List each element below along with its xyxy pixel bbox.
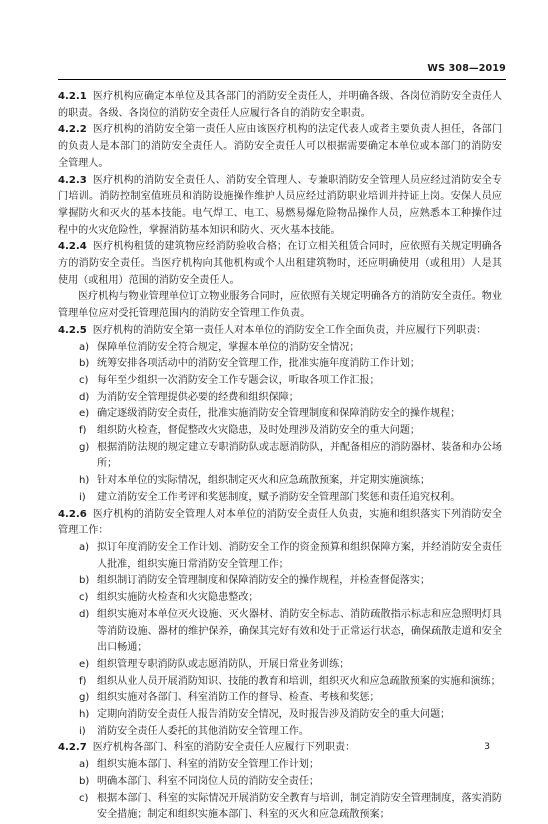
- list-marker: h): [79, 709, 90, 721]
- list-item-text: 组织实施对本单位灭火设施、灭火器材、消防安全标志、消防疏散指示标志和应急照明灯具等消防设施、器材的维护保养，确保其完好有效和处于正常运行状态，确保疏散走道和安全出口畅通；: [97, 608, 502, 654]
- list-item: [58, 440, 502, 473]
- list-marker: c): [79, 792, 89, 804]
- list-item: [58, 356, 502, 373]
- list-item: [58, 724, 502, 741]
- clause-number: 4.2.2: [58, 124, 87, 136]
- clause-number: 4.2.1: [58, 91, 87, 102]
- clause-paragraph: [58, 173, 502, 240]
- clause-paragraph: [58, 122, 502, 172]
- clause-text: 医疗机构的消防安全责任人、消防安全管理人、专兼职消防安全管理人员应经过消防安全专门培训。消防控制室值班员和消防设施操作维护人员应经过消防职业培训并持证上岗。安保人员应掌握防火和灭火的基本技能。电气焊工、电工、易燃易爆危险物品操作人员，应熟悉本工种操作过程中的火灾危险性，掌握消防基本知识和防火、灭火基本技能。: [58, 174, 502, 236]
- list-item: [58, 373, 502, 390]
- list-item: [58, 573, 502, 590]
- list-item-text: 为消防安全管理提供必要的经费和组织保障；: [97, 391, 299, 403]
- list-marker: c): [79, 592, 89, 604]
- clause-number: 4.2.5: [58, 324, 87, 336]
- list-item: [58, 490, 502, 507]
- list-item: [58, 423, 502, 440]
- clause-paragraph: [58, 323, 502, 340]
- clause-text: 医疗机构的消防安全第一责任人应由该医疗机构的法定代表人或者主要负责人担任，各部门的负责人是本部门的消防安全责任人。消防安全责任人可以根据需要确定本单位或本部门的消防安全管理人。: [58, 124, 502, 169]
- list-item: [58, 657, 502, 674]
- clause-paragraph: [58, 89, 502, 122]
- list-marker: g): [79, 441, 90, 453]
- list-marker: h): [79, 475, 90, 487]
- standard-code: WS 308—2019: [427, 63, 506, 74]
- header-rule: [58, 79, 506, 80]
- list-item: [58, 757, 502, 774]
- page-number: 3: [484, 742, 490, 752]
- clause-paragraph: [58, 507, 502, 540]
- list-item: [58, 774, 502, 791]
- list-item-text: 每年至少组织一次消防安全工作专题会议，听取各项工作汇报；: [97, 374, 380, 386]
- list-item: [58, 540, 502, 573]
- clause-paragraph: [58, 740, 502, 757]
- list-item: [58, 406, 502, 423]
- list-item: [58, 390, 502, 407]
- clause-text: 医疗机构租赁的建筑物应经消防验收合格；在订立相关租赁合同时，应依照有关规定明确各方的消防安全责任。当医疗机构向其他机构或个人出租建筑物时，还应明确使用（或租用）人是其使用（或租用）范围的消防安全责任人。: [58, 241, 502, 286]
- list-item-text: 建立消防安全工作考评和奖惩制度，赋予消防安全管理部门奖惩和责任追究权利。: [97, 491, 461, 503]
- list-marker: c): [79, 374, 89, 386]
- clause-paragraph-continued: [58, 289, 502, 322]
- list-marker: g): [79, 692, 90, 704]
- list-marker: e): [79, 658, 90, 670]
- list-marker: b): [79, 358, 90, 370]
- list-marker: f): [79, 675, 87, 687]
- list-marker: b): [79, 575, 90, 587]
- list-item: [58, 590, 502, 607]
- list-item-text: 针对本单位的实际情况，组织制定灭火和应急疏散预案，并定期实施演练；: [97, 475, 431, 487]
- list-item: [58, 607, 502, 657]
- list-marker: i): [79, 725, 86, 737]
- list-item-text: 拟订年度消防安全工作计划、消防安全工作的资金预算和组织保障方案，并经消防安全责任人批准，组织实施日常消防安全管理工作；: [97, 541, 502, 570]
- list-marker: d): [79, 608, 90, 620]
- list-marker: a): [79, 541, 90, 553]
- list-item: [58, 473, 502, 490]
- list-item: [58, 340, 502, 357]
- clause-text: 医疗机构与物业管理单位订立物业服务合同时，应依照有关规定明确各方的消防安全责任。物业管理单位应对受托管理范围内的消防安全管理工作负责。: [58, 291, 502, 320]
- list-marker: d): [79, 391, 90, 403]
- list-item: [58, 707, 502, 724]
- list-marker: e): [79, 408, 90, 420]
- clause-number: 4.2.7: [58, 742, 87, 754]
- document-body: [58, 89, 502, 824]
- list-item-text: 组织管理专职消防队或志愿消防队，开展日常业务训练；: [97, 658, 350, 670]
- list-item-text: 组织制订消防安全管理制度和保障消防安全的操作规程，并检查督促落实；: [97, 575, 431, 587]
- clause-text: 医疗机构各部门、科室的消防安全责任人应履行下列职责：: [92, 742, 356, 754]
- clause-number: 4.2.4: [58, 241, 87, 253]
- list-item-text: 确定逐级消防安全责任，批准实施消防安全管理制度和保障消防安全的操作规程；: [97, 408, 461, 420]
- list-item-text: 根据本部门、科室的实际情况开展消防安全教育与培训，制定消防安全管理制度，落实消防安全措施；制定和组织实施本部门、科室的灭火和应急疏散预案；: [97, 792, 502, 821]
- clause-text: 医疗机构应确定本单位及其各部门的消防安全责任人，并明确各级、各岗位消防安全责任人的职责。各级、各岗位的消防安全责任人应履行各自的消防安全职责。: [58, 91, 502, 119]
- clause-text: 医疗机构的消防安全第一责任人对本单位的消防安全工作全面负责，并应履行下列职责：: [92, 324, 487, 336]
- list-item-text: 组织实施防火检查和火灾隐患整改；: [97, 592, 259, 604]
- list-item-text: 保障单位消防安全符合规定，掌握本单位的消防安全情况；: [97, 341, 360, 353]
- list-marker: a): [79, 341, 90, 353]
- list-item-text: 组织从业人员开展消防知识、技能的教育和培训，组织灭火和应急疏散预案的实施和演练；: [97, 675, 501, 687]
- list-item: [58, 791, 502, 824]
- list-item-text: 组织实施本部门、科室的消防安全管理工作计划；: [97, 759, 320, 771]
- list-item-text: 组织实施对各部门、科室消防工作的督导、检查、考核和奖惩；: [97, 692, 380, 704]
- list-item-text: 定期向消防安全责任人报告消防安全情况，及时报告涉及消防安全的重大问题；: [97, 709, 451, 721]
- clause-number: 4.2.6: [58, 508, 87, 520]
- list-item: [58, 674, 502, 691]
- list-marker: b): [79, 775, 90, 787]
- clause-paragraph: [58, 239, 502, 289]
- list-marker: i): [79, 491, 86, 503]
- clause-number: 4.2.3: [58, 174, 87, 186]
- clause-text: 医疗机构的消防安全管理人对本单位的消防安全责任人负责，实施和组织落实下列消防安全管理工作：: [58, 508, 502, 537]
- list-item-text: 消防安全责任人委托的其他消防安全管理工作。: [97, 725, 309, 737]
- list-item: [58, 690, 502, 707]
- list-item-text: 组织防火检查，督促整改火灾隐患，及时处理涉及消防安全的重大问题；: [97, 425, 420, 437]
- list-marker: f): [79, 425, 87, 437]
- list-item-text: 根据消防法规的规定建立专职消防队或志愿消防队，并配备相应的消防器材、装备和办公场所；: [97, 441, 502, 470]
- list-item-text: 明确本部门、科室不同岗位人员的消防安全责任；: [97, 775, 320, 787]
- list-item-text: 统筹安排各项活动中的消防安全管理工作，批准实施年度消防工作计划；: [97, 358, 420, 370]
- list-marker: a): [79, 759, 90, 771]
